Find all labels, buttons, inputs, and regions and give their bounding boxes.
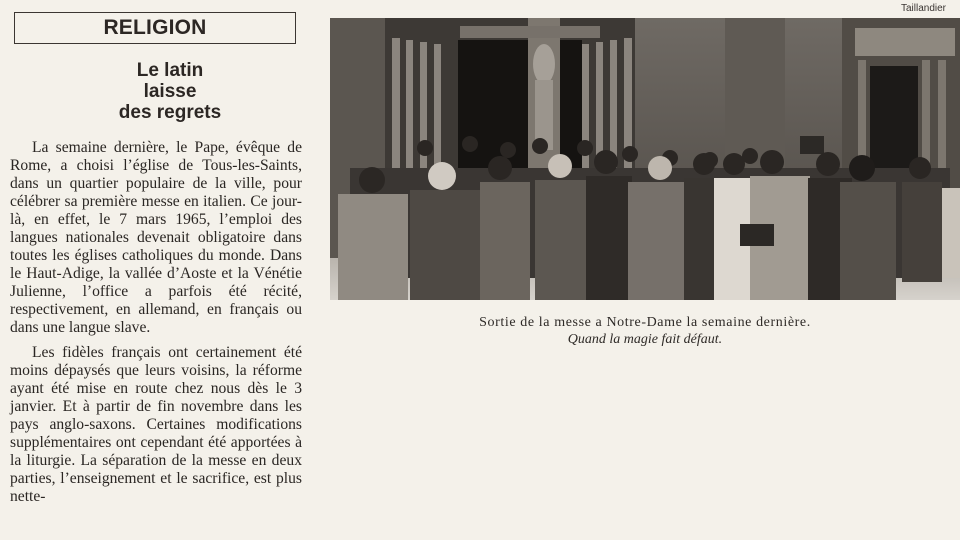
caption-line-1: Sortie de la messe a Notre-Dame la semaine dernière.: [479, 315, 811, 330]
news-photo: [330, 18, 960, 300]
section-label: RELIGION: [103, 16, 207, 39]
caption-line-2: Quand la magie fait défaut.: [567, 332, 723, 347]
article-headline: [10, 60, 302, 123]
cathedral-crowd-photo: [330, 18, 960, 300]
paragraph: La semaine dernière, le Pape, évêque de Rome, a choisi l’église de Tous-les-Saints, dans un quartier populaire de la ville, pour célébrer sa première messe en italien. Ce jour-là, en effet, le 7 mars 1965, l’emploi des langues nationales devenait obligatoire dans toutes les églises catholiques du monde. Dans le Haut-Adige, la vallée d’Aoste et la Vénétie Julienne, l’office a parfois été récité, respectivement, en allemand, en français ou dans une langue slave.: [10, 139, 302, 336]
headline-line-2: laisse: [143, 81, 197, 102]
article-body: [10, 139, 302, 506]
paragraph: Les fidèles français ont certainement été moins dépaysés que leurs voisins, la réforme ayant été mise en route chez nous dès le 3 janvier. Et à partir de fin novembre dans les pays anglo-saxons. Certaines modifications supplémentaires ont cependant été apportées à la liturgie. La séparation de la messe en deux parties, l’enseignement et le sacrifice, est plus nette-: [10, 344, 302, 505]
headline-line-1: Le latin: [136, 60, 204, 81]
article-column: [10, 12, 302, 513]
section-header: [14, 12, 296, 44]
headline-line-3: des regrets: [118, 102, 222, 123]
photo-credit: Taillandier: [900, 3, 946, 14]
photo-caption: [330, 314, 960, 348]
